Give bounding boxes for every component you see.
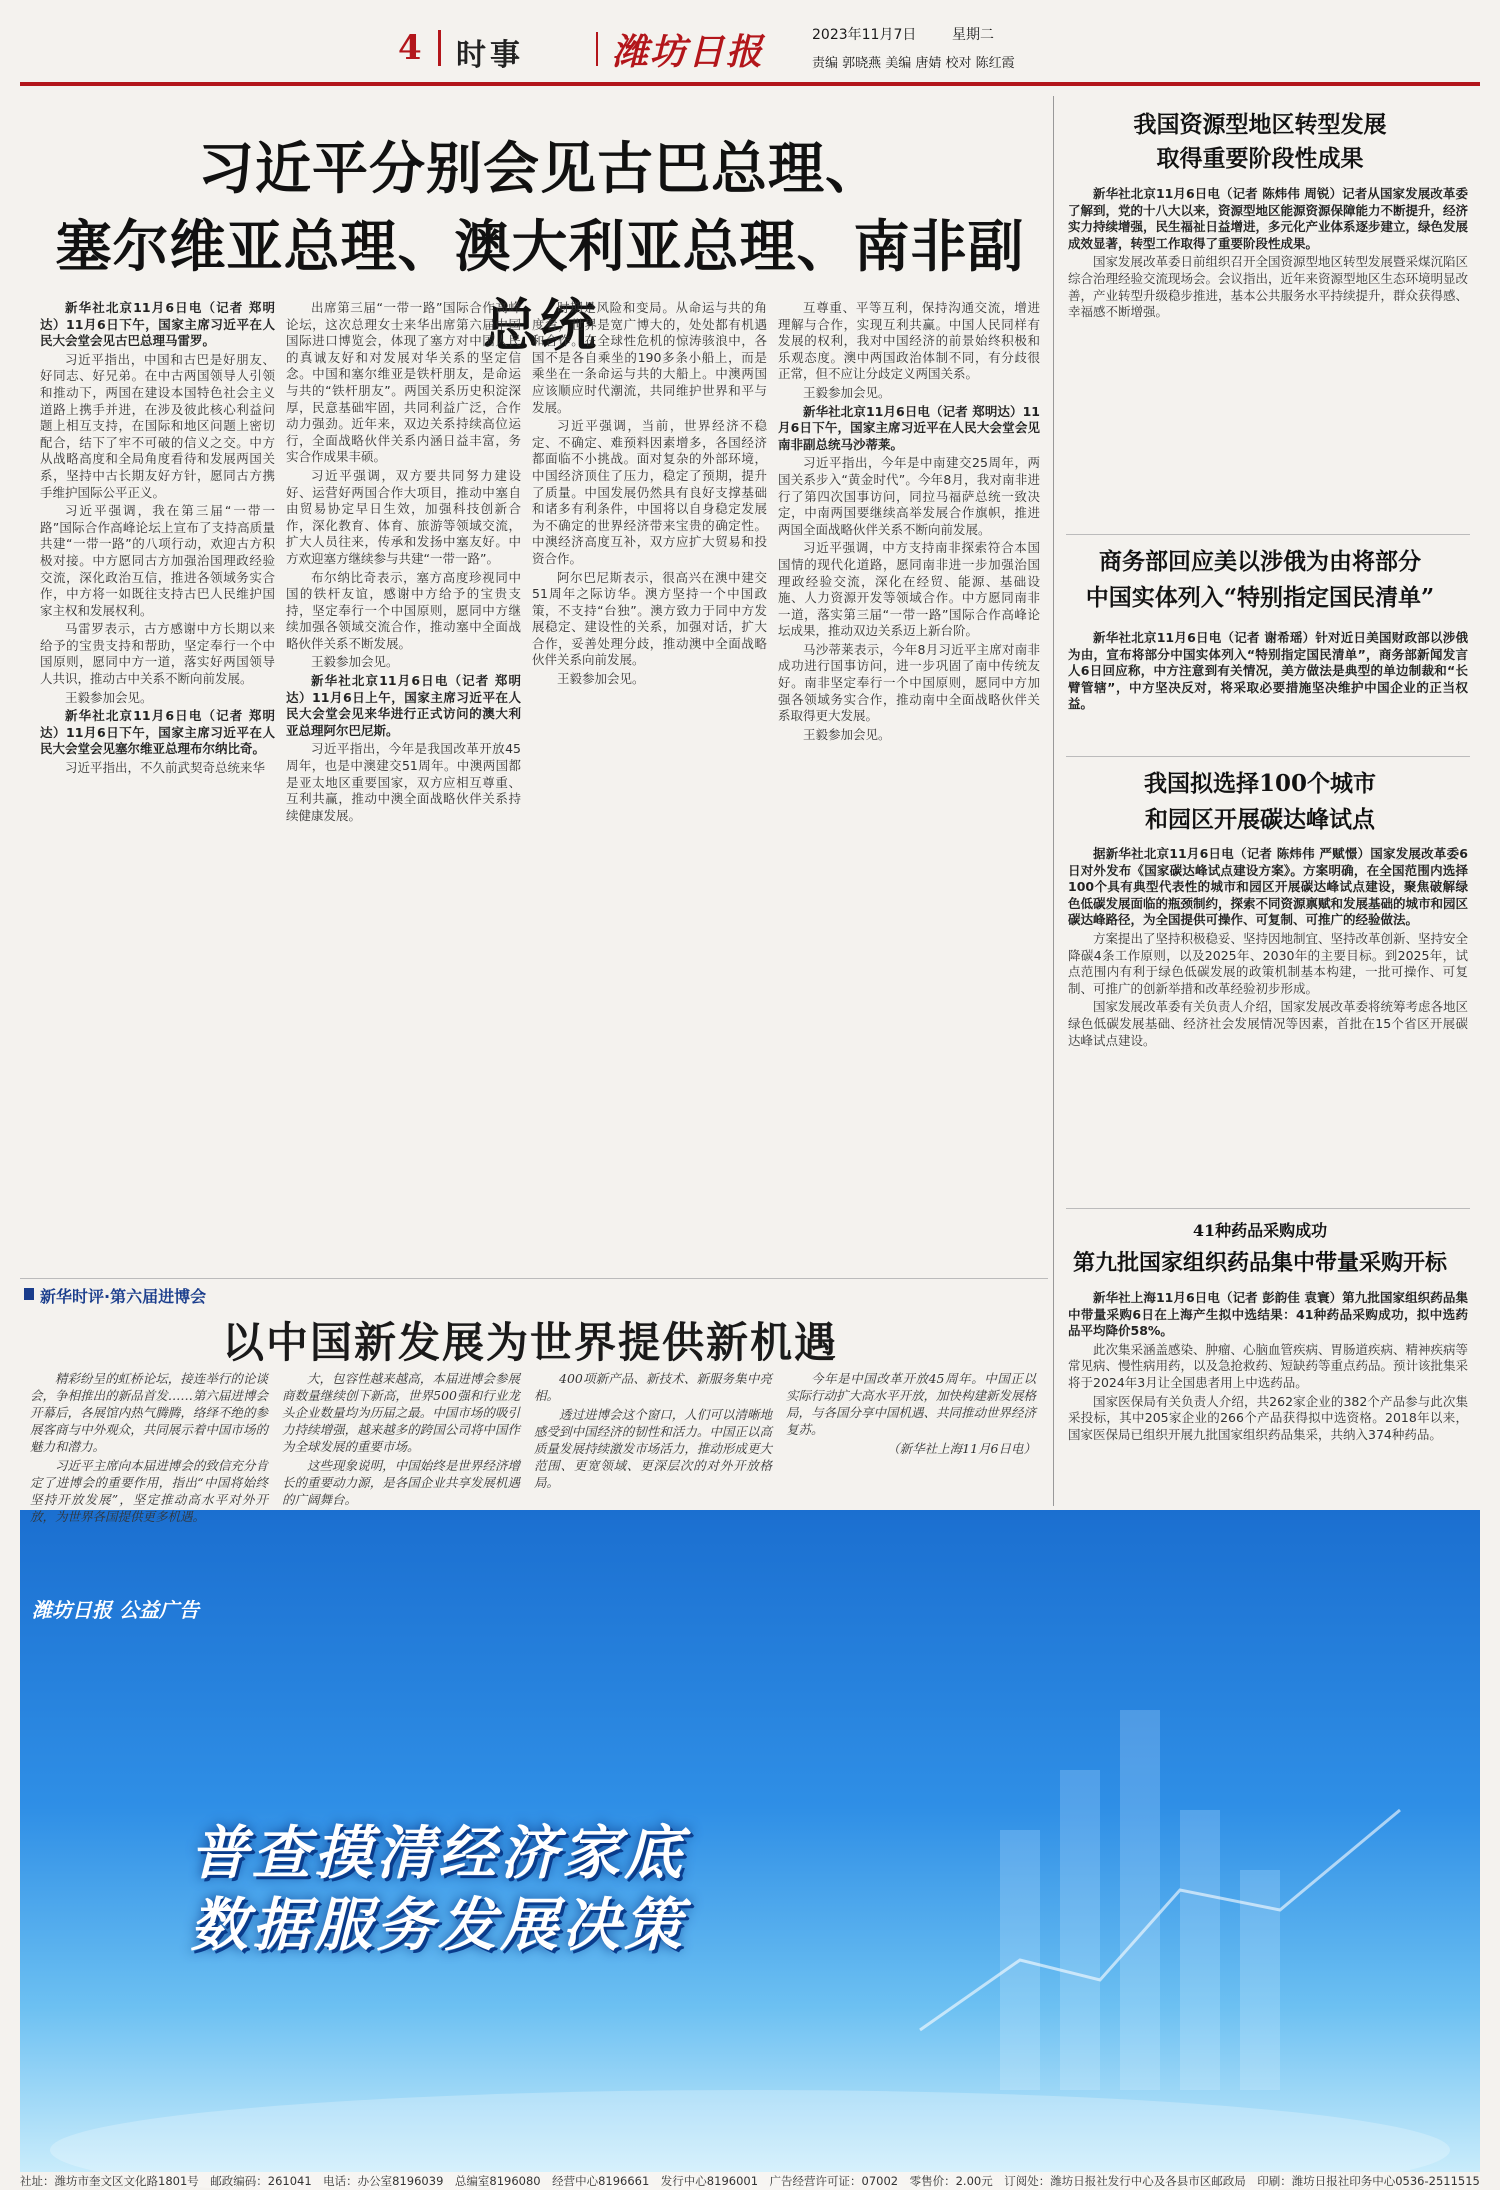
main-article-col1: 新华社北京11月6日电（记者 郑明达）11月6日下午，国家主席习近平在人民大会堂会见古巴总理马雷罗。 习近平指出，中国和古巴是好朋友、好同志、好兄弟。在中古两国领导人引领和推动下，两国在建设本国特色社会主义道路上携手并进，在涉及彼此核心利益问题上相互支持，在国际和地区问题上密切配合，结下了牢不可破的信义之交。中方从战略高度和全局角度看待和发展两国关系，坚持中古长期友好方针，愿同古方携手维护国际公平正义。 习近平强调，我在第三届“一带一路”国际合作高峰论坛上宣布了支持高质量共建“一带一路”的八项行动，欢迎古方积极对接。中方愿同古方加强治国理政经验交流，深化政治互信，推进各领域务实合作，中方将一如既往支持古巴人民维护国家主权和发展权利。 马雷罗表示，古方感谢中方长期以来给予的宝贵支持和帮助，坚定奉行一个中国原则，愿同中方一道，落实好两国领导人共识，推动古中关系不断向前发展。 王毅参加会见。 新华社北京11月6日电（记者 郑明达）11月6日下午，国家主席习近平在人民大会堂会见塞尔维亚总理布尔纳比奇。 习近平指出，不久前武契奇总统来华 (40, 300, 275, 776)
masthead-footer: 社址：潍坊市奎文区文化路1801号 邮政编码：261041 电话：办公室8196039 总编室8196080 经营中心8196661 发行中心8196001 广告经营许可证：07002 零售价：2.00元 订阅处：潍坊日报社发行中心及各县市区邮政局 印刷：潍坊日报社印务中心0536-2511515 (20, 2174, 1480, 2188)
section-divider (20, 1278, 1048, 1279)
commentary-tag-marker (24, 1288, 34, 1300)
article-divider (1066, 756, 1470, 757)
header-divider (438, 30, 441, 66)
right-article2-headline: 商务部回应美以涉俄为由将部分 中国实体列入“特别指定国民清单” (1085, 548, 1435, 611)
ad-brand: 潍坊日报 公益广告 (32, 1598, 199, 1622)
page-number: 4 (398, 28, 422, 68)
issue-date: 2023年11月7日 (812, 27, 917, 43)
commentary-block (20, 1282, 1048, 1524)
right-article2-body: 新华社北京11月6日电（记者 谢希瑶）针对近日美国财政部以涉俄为由，宣布将部分中国实体列入“特别指定国民清单”，商务部新闻发言人6日回应称，中方注意到有关情况，美方做法是典型的单边制裁和“长臂管辖”，中方坚决反对，将采取必要措施坚决维护中国企业的正当权益。 (1068, 630, 1468, 712)
ad-slogan-line1: 普查摸清经济家底 (190, 1819, 687, 1887)
right-article1-headline: 我国资源型地区转型发展 取得重要阶段性成果 (1133, 111, 1387, 172)
right-article3-body: 据新华社北京11月6日电（记者 陈炜伟 严赋憬）国家发展改革委6日对外发布《国家碳达峰试点建设方案》。方案明确，在全国范围内选择100个具有典型代表性的城市和园区开展碳达峰试点建设，聚焦破解绿色低碳发展面临的瓶颈制约，探索不同资源禀赋和发展基础的城市和园区碳达峰路径，为全国提供可操作、可复制、可推广的经验做法。 方案提出了坚持积极稳妥、坚持因地制宜、坚持改革创新、坚持安全降碳4条工作原则，以及2025年、2030年的主要目标。到2025年，试点范围内有利于绿色低碳发展的政策机制基本构建，一批可操作、可复制、可推广的创新举措和改革经验初步形成。 国家发展改革委有关负责人介绍，国家发展改革委将统筹考虑各地区绿色低碳发展基础、经济社会发展情况等因素，首批在15个省区开展碳达峰试点建设。 (1068, 846, 1469, 1048)
commentary-headline: 以中国新发展为世界提供新机遇 (221, 1318, 838, 1367)
main-article-col3: 时期是风险和变局。从命运与共的角度看，世界是宽广博大的，处处都有机遇和合作。在全球性危机的惊涛骇浪中，各国不是各自乘坐的190多条小船上，而是乘坐在一条命运与共的大船上。中澳两国应该顺应时代潮流，共同维护世界和平与发展。 习近平强调，当前，世界经济不稳定、不确定、难预料因素增多，各国经济都面临不小挑战。面对复杂的外部环境，中国经济顶住了压力，稳定了预期，提升了质量。中国发展仍然具有良好支撑基础和诸多有利条件，中国将以自身稳定发展为不确定的世界经济带来宝贵的确定性。中澳经济高度互补，双方应扩大贸易和投资合作。 阿尔巴尼斯表示，很高兴在澳中建交51周年之际访华。澳方坚持一个中国政策，不支持“台独”。澳方致力于同中方发展稳定、建设性的关系，加强对话，扩大合作，妥善处理分歧，推动澳中全面战略伙伴关系向前发展。 王毅参加会见。 (532, 300, 767, 687)
column-divider (1053, 96, 1054, 1506)
ad-slogan-line2: 数据服务发展决策 (190, 1891, 687, 1959)
commentary-col4: 今年是中国改革开放45周年。中国正以实际行动扩大高水平开放，加快构建新发展格局，与各国分享中国机遇、共同推动世界经济复苏。 （新华社上海11月6日电） (786, 1371, 1037, 1456)
header-rule (20, 82, 1480, 86)
editor-credits: 责编 郭晓燕 美编 唐婧 校对 陈红霞 (812, 56, 1015, 71)
newspaper-logo: 潍坊日报 (612, 31, 765, 73)
main-headline-line1: 习近平分别会见古巴总理、 (198, 136, 882, 202)
main-headline-line2: 塞尔维亚总理、澳大利亚总理、南非副总统 (55, 214, 1025, 359)
right-article4-kicker: 41种药品采购成功 (1192, 1221, 1328, 1240)
main-article-col4: 互尊重、平等互利，保持沟通交流，增进理解与合作，实现互利共赢。中国人民同样有发展的权利，我对中国经济的前景始终积极和乐观态度。澳中两国政治体制不同，有分歧很正常，但不应让分歧定义两国关系。 王毅参加会见。 新华社北京11月6日电（记者 郑明达）11月6日下午，国家主席习近平在人民大会堂会见南非副总统马沙蒂莱。 习近平指出，今年是中南建交25周年，两国关系步入“黄金时代”。今年8月，我对南非进行了第四次国事访问，同拉马福萨总统一致决定，中南两国要继续高举发展合作旗帜，推进两国全面战略伙伴关系不断向前发展。 习近平强调，中方支持南非探索符合本国国情的现代化道路，愿同南非进一步加强治国理政经验交流，深化在经贸、能源、基础设施、人力资源开发等领域合作。中方愿同南非一道，落实第三届“一带一路”国际合作高峰论坛成果，推动双边关系迈上新台阶。 马沙蒂莱表示，今年8月习近平主席对南非成功进行国事访问，进一步巩固了南中传统友好。南非坚定奉行一个中国原则，愿同中方加强各领域务实合作，推动南中全面战略伙伴关系取得更大发展。 王毅参加会见。 (778, 300, 1040, 742)
article-divider (1066, 534, 1470, 535)
right-article3-headline: 我国拟选择100个城市 和园区开展碳达峰试点 (1143, 770, 1376, 833)
main-article-col2: 出席第三届“一带一路”国际合作高峰论坛，这次总理女士来华出席第六届中国国际进口博览会，体现了塞方对中国人民的真诚友好和对发展对华关系的坚定信念。中国和塞尔维亚是铁杆朋友，是命运与共的“铁杆朋友”。两国关系历史积淀深厚，民意基础牢固，共同利益广泛，合作动力强劲。近年来，双边关系持续高位运行，全面战略伙伴关系内涵日益丰富，务实合作成果丰硕。 习近平强调，双方要共同努力建设好、运营好两国合作大项目，推动中塞自由贸易协定早日生效，加强科技创新合作，深化教育、体育、旅游等领域交流，扩大人员往来，传承和发扬中塞友好。中方欢迎塞方继续参与共建“一带一路”。 布尔纳比奇表示，塞方高度珍视同中国的铁杆友谊，感谢中方给予的宝贵支持，坚定奉行一个中国原则，愿同中方继续加强各领域交流合作，推动塞中全面战略伙伴关系不断发展。 王毅参加会见。 新华社北京11月6日电（记者 郑明达）11月6日上午，国家主席习近平在人民大会堂会见来华进行正式访问的澳大利亚总理阿尔巴尼斯。 习近平指出，今年是我国改革开放45周年，也是中澳建交51周年。中澳两国都是亚太地区重要国家，双方应相互尊重、互利共赢，推动中澳全面战略伙伴关系持续健康发展。 (286, 300, 521, 823)
article-divider (1066, 1208, 1470, 1209)
right-article4-headline: 第九批国家组织药品集中带量采购开标 (1072, 1250, 1447, 1276)
right-article4-body: 新华社上海11月6日电（记者 彭韵佳 袁寰）第九批国家组织药品集中带量采购6日在上海产生拟中选结果：41种药品采购成功，拟中选药品平均降价58%。 此次集采涵盖感染、肿瘤、心脑血管疾病、胃肠道疾病、精神疾病等常见病、慢性病用药，以及急抢救药、短缺药等重点药品。预计该批集采将于2024年3月让全国患者用上中选药品。 国家医保局有关负责人介绍，共262家企业的382个产品参与此次集采投标，其中205家企业的266个产品获得拟中选资格。2018年以来，国家医保局已组织开展九批国家组织药品集采，共纳入374种药品。 (1068, 1290, 1469, 1442)
commentary-col3: 400项新产品、新技术、新服务集中亮相。 透过进博会这个窗口，人们可以清晰地感受到中国经济的韧性和活力。中国正以高质量发展持续激发市场活力，推动形成更大范围、更宽领域、更深层次的对外开放格局。 (534, 1371, 772, 1490)
commentary-col1: 精彩纷呈的虹桥论坛，接连举行的论谈会，争相推出的新品首发……第六届进博会开幕后，各展馆内热气腾腾，络绎不绝的参展客商与中外观众，共同展示着中国市场的魅力和潜力。 习近平主席向本届进博会的致信充分肯定了进博会的重要作用，指出“中国将始终坚持开放发展”，坚定推动高水平对外开放，为世界各国提供更多机遇。 (30, 1371, 268, 1524)
commentary-col2: 大，包容性越来越高，本届进博会参展商数量继续创下新高，世界500强和行业龙头企业数量均为历届之最。中国市场的吸引力持续增强，越来越多的跨国公司将中国作为全球发展的重要市场。 这些现象说明，中国始终是世界经济增长的重要动力源，是各国企业共享发展机遇的广阔舞台。 (282, 1371, 520, 1507)
right-article1-body: 新华社北京11月6日电（记者 陈炜伟 周锐）记者从国家发展改革委了解到，党的十八大以来，资源型地区能源资源保障能力不断提升，经济实力持续增强，民生福祉日益增进，多元化产业体系逐步建立，绿色发展成效显著，转型工作取得了重要阶段性成果。 国家发展改革委日前组织召开全国资源型地区转型发展暨采煤沉陷区综合治理经验交流现场会。会议指出，近年来资源型地区生态环境明显改善，产业转型升级稳步推进，基本公共服务水平持续提升，群众获得感、幸福感不断增强。 (1068, 186, 1469, 320)
issue-weekday: 星期二 (952, 27, 994, 43)
section-title: 时事 (456, 38, 524, 73)
commentary-tag: 新华时评·第六届进博会 (40, 1287, 207, 1306)
header-divider (596, 32, 598, 66)
